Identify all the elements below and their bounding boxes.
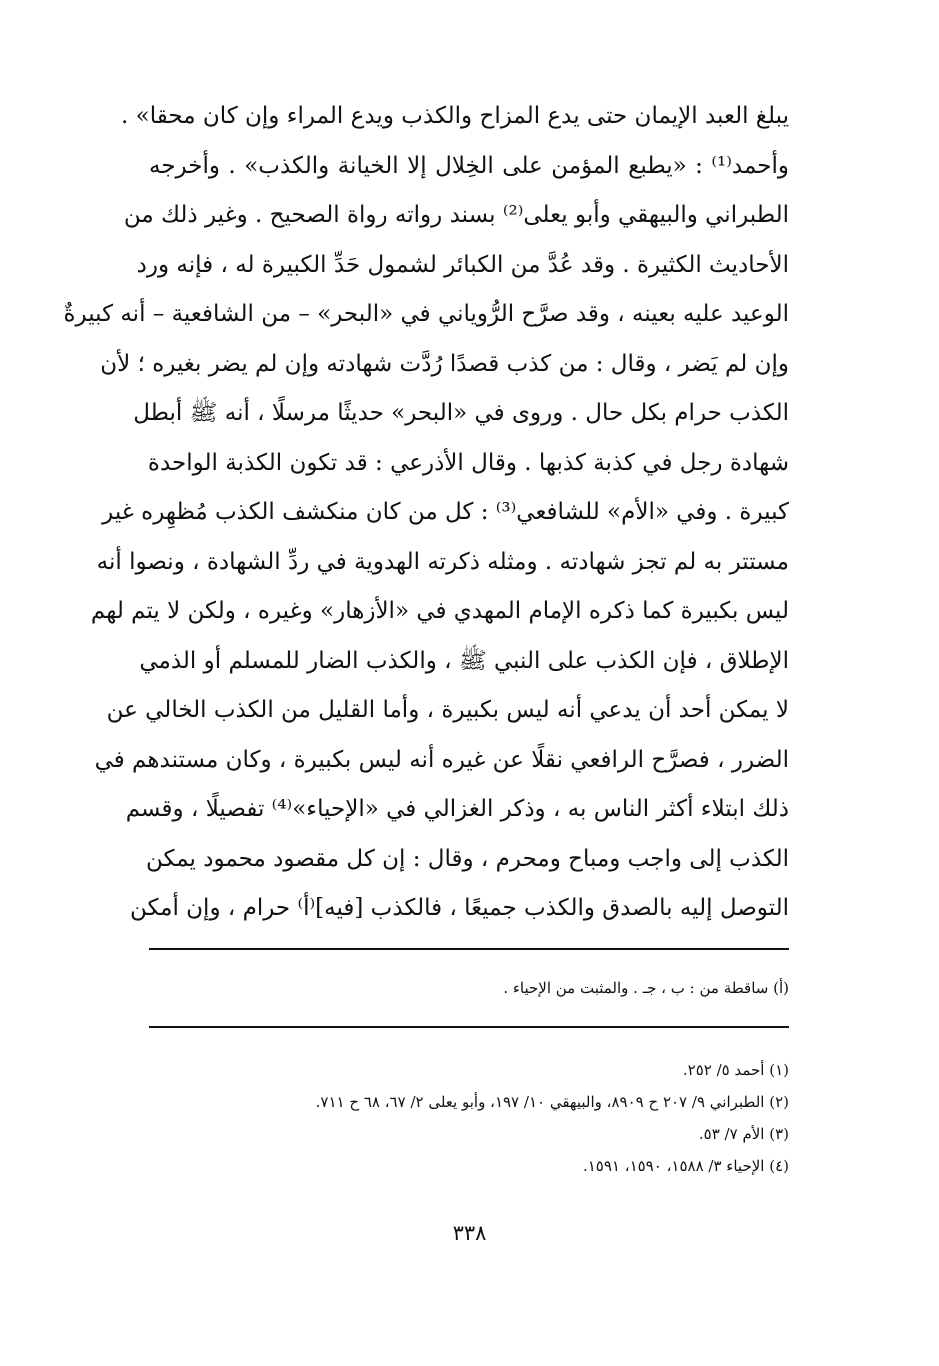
text-line: الإطلاق ، فإن الكذب على النبي ﷺ ، والكذب الضار للمسلم أو الذمي <box>139 647 789 674</box>
text-line: ذلك ابتلاء أكثر الناس به ، وذكر الغزالي في «الإحياء»⁽⁴⁾ تفصيلًا ، وقسم <box>125 796 789 822</box>
main-text <box>63 92 789 934</box>
footnote: (٤) الإحياء ٣/ ١٥٨٨، ١٥٩٠، ١٥٩١. <box>582 1157 789 1175</box>
footnote: (١) أحمد ٥/ ٢٥٢. <box>682 1061 789 1079</box>
text-line: الوعيد عليه بعينه ، وقد صرَّح الرُّوياني في «البحر» – من الشافعية – أنه كبيرةٌ <box>63 301 789 327</box>
text-line: ليس بكبيرة كما ذكره الإمام المهدي في «الأزهار» وغيره ، ولكن لا يتم لهم <box>90 598 789 624</box>
text-line: شهادة رجل في كذبة كذبها . وقال الأذرعي : قد تكون الكذبة الواحدة <box>147 449 789 476</box>
text-line: وإن لم يَضر ، وقال : من كذب قصدًا رُدَّت شهادته وإن لم يضر بغيره ؛ لأن <box>100 350 789 377</box>
text-line: كبيرة . وفي «الأم» للشافعي⁽³⁾ : كل من كان منكشف الكذب مُظهِره غير <box>102 499 789 525</box>
text-line: التوصل إليه بالصدق والكذب جميعًا ، فالكذب [فيه]⁽أ⁾ حرام ، وإن أمكن <box>129 895 789 921</box>
text-line: الكذب إلى واجب ومباح ومحرم ، وقال : إن كل مقصود محمود يمكن <box>145 845 789 872</box>
apparatus-divider <box>149 948 789 950</box>
text-line: الكذب حرام بكل حال . وروى في «البحر» حديثًا مرسلًا ، أنه ﷺ أبطل <box>133 400 789 426</box>
footnote: (٢) الطبراني ٩/ ٢٠٧ ح ٨٩٠٩، والبيهقي ١٠/ ١٩٧، وأبو يعلى ٢/ ٦٧، ٦٨ ح ٧١١. <box>315 1093 789 1111</box>
footnote: (٣) الأم ٧/ ٥٣. <box>698 1125 789 1143</box>
text-line: الطبراني والبيهقي وأبو يعلى⁽²⁾ بسند رواته رواة الصحيح . وغير ذلك من <box>123 202 789 228</box>
text-line: الضرر ، فصرَّح الرافعي نقلًا عن غيره أنه ليس بكبيرة ، وكان مستندهم في <box>94 746 789 773</box>
footnotes <box>149 1054 789 1182</box>
text-line: لا يمكن أحد أن يدعي أنه ليس بكبيرة ، وأما القليل من الكذب الخالي عن <box>106 697 789 723</box>
page-number: ٣٣٨ <box>452 1221 487 1245</box>
footnotes-divider <box>149 1026 789 1028</box>
text-line: الأحاديث الكثيرة . وقد عُدَّ من الكبائر لشمول حَدِّ الكبيرة له ، فإنه ورد <box>136 251 789 278</box>
apparatus-note: (أ) ساقطة من : ب ، جـ . والمثبت من الإحياء . <box>503 979 789 997</box>
text-line: مستتر به لم تجز شهادته . ومثله ذكرته الهدوية في ردِّ الشهادة ، ونصوا أنه <box>96 548 789 575</box>
text-line: وأحمد⁽¹⁾ : «يطبع المؤمن على الخِلال إلا الخيانة والكذب» . وأخرجه <box>149 152 789 179</box>
text-line: يبلغ العبد الإيمان حتى يدع المزاح والكذب ويدع المراء وإن كان محقا» . <box>121 103 789 129</box>
